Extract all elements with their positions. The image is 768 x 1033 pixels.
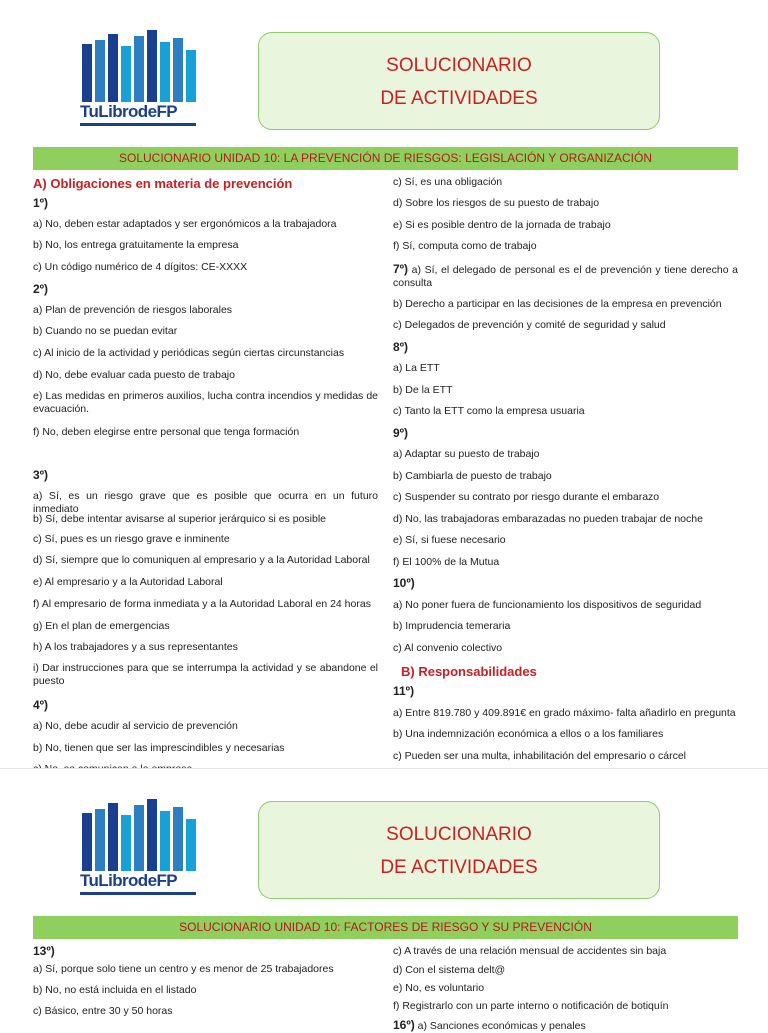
answer-1c: c) Un código numérico de 4 dígitos: CE-XXXX bbox=[33, 261, 248, 273]
logo-text: TuLibrodeFP bbox=[80, 871, 177, 890]
unit-title-bar: SOLUCIONARIO UNIDAD 10: LA PREVENCIÓN DE RIESGOS: LEGISLACIÓN Y ORGANIZACIÓN bbox=[33, 147, 738, 170]
answer-6d: d) Sobre los riesgos de su puesto de trabajo bbox=[393, 197, 600, 209]
answer-3h: h) A los trabajadores y a sus representantes bbox=[33, 641, 238, 653]
answer-3d: d) Sí, siempre que lo comuniquen al empresario y a la Autoridad Laboral bbox=[33, 554, 370, 566]
answer-9a: a) Adaptar su puesto de trabajo bbox=[393, 448, 540, 460]
tulibrodefp-logo bbox=[80, 799, 196, 895]
answer-f: f) Registrarlo con un parte interno o notificación de botiquín bbox=[393, 1000, 669, 1012]
answer-2e: e) Las medidas en primeros auxilios, lucha contra incendios y medidas de evacuación. bbox=[33, 390, 378, 415]
question-10: 10º) bbox=[393, 576, 415, 590]
answer-2f: f) No, deben elegirse entre personal que tenga formación bbox=[33, 426, 300, 438]
question-4: 4º) bbox=[33, 698, 49, 712]
answer-9c: c) Suspender su contrato por riesgo durante el embarazo bbox=[393, 491, 660, 503]
answer-2d: d) No, debe evaluar cada puesto de trabajo bbox=[33, 369, 235, 381]
title-box bbox=[258, 801, 660, 899]
answer-9f: f) El 100% de la Mutua bbox=[393, 556, 500, 568]
answer-9d: d) No, las trabajadoras embarazadas no pueden trabajar de noche bbox=[393, 513, 703, 525]
answer-1a: a) No, deben estar adaptados y ser ergonómicos a la trabajadora bbox=[33, 218, 337, 230]
answer-11c: c) Pueden ser una multa, inhabilitación del empresario o cárcel bbox=[393, 750, 686, 762]
answer-16a: 16º) a) Sanciones económicas y penales bbox=[393, 1018, 586, 1032]
title-line-1: SOLUCIONARIO bbox=[386, 55, 532, 76]
answer-c: c) A través de una relación mensual de accidentes sin baja bbox=[393, 945, 667, 957]
unit-title-bar: SOLUCIONARIO UNIDAD 10: FACTORES DE RIESGO Y SU PREVENCIÓN bbox=[33, 916, 738, 939]
answer-3e: e) Al empresario y a la Autoridad Laboral bbox=[33, 576, 223, 588]
question-13: 13º) bbox=[33, 944, 55, 958]
question-16: 16º) bbox=[393, 1018, 415, 1032]
answer-3g: g) En el plan de emergencias bbox=[33, 620, 170, 632]
answer-6f: f) Sí, computa como de trabajo bbox=[393, 240, 537, 252]
answer-3c: c) Sí, pues es un riesgo grave e inminente bbox=[33, 533, 230, 545]
answer-e: e) No, es voluntario bbox=[393, 982, 485, 994]
answer-11a: a) Entre 819.780 y 409.891€ en grado máximo- falta añadirlo en pregunta bbox=[393, 707, 736, 719]
answer-6e: e) Si es posible dentro de la jornada de trabajo bbox=[393, 219, 611, 231]
answer-d: d) Con el sistema delt@ bbox=[393, 964, 506, 976]
answer-4a: a) No, debe acudir al servicio de prevención bbox=[33, 720, 238, 732]
answer-3a: a) Sí, es un riesgo grave que es posible que ocurra en un futuro inmediato bbox=[33, 490, 378, 515]
question-1: 1º) bbox=[33, 196, 49, 210]
answer-10c: c) Al convenio colectivo bbox=[393, 642, 503, 654]
title-line-2: DE ACTIVIDADES bbox=[380, 88, 538, 109]
document-page-2 bbox=[0, 768, 768, 1032]
answer-10a: a) No poner fuera de funcionamiento los dispositivos de seguridad bbox=[393, 599, 702, 611]
answer-13b: b) No, no está incluida en el listado bbox=[33, 984, 197, 996]
title-line-2: DE ACTIVIDADES bbox=[380, 857, 538, 878]
answer-8c: c) Tanto la ETT como la empresa usuaria bbox=[393, 405, 585, 417]
answer-3i: i) Dar instrucciones para que se interrumpa la actividad y se abandone el puesto bbox=[33, 662, 378, 687]
answer-2b: b) Cuando no se puedan evitar bbox=[33, 325, 178, 337]
answer-2a: a) Plan de prevención de riesgos laborales bbox=[33, 304, 233, 316]
question-11: 11º) bbox=[393, 684, 415, 698]
answer-6c: c) Sí, es una obligación bbox=[393, 176, 503, 188]
answer-3b: b) Sí, debe intentar avisarse al superior jerárquico si es posible bbox=[33, 513, 326, 525]
question-2: 2º) bbox=[33, 282, 49, 296]
title-line-1: SOLUCIONARIO bbox=[386, 824, 532, 845]
section-a-heading: A) Obligaciones en materia de prevención bbox=[33, 176, 293, 191]
section-b-heading: B) Responsabilidades bbox=[401, 664, 537, 679]
answer-13c: c) Básico, entre 30 y 50 horas bbox=[33, 1005, 173, 1017]
answer-9e: e) Sí, si fuese necesario bbox=[393, 534, 506, 546]
question-8: 8º) bbox=[393, 340, 409, 354]
title-box bbox=[258, 32, 660, 130]
answer-4b: b) No, tienen que ser las imprescindibles y necesarias bbox=[33, 742, 285, 754]
answer-8a: a) La ETT bbox=[393, 362, 440, 374]
answer-7c: c) Delegados de prevención y comité de seguridad y salud bbox=[393, 319, 666, 331]
answer-13a: a) Sí, porque solo tiene un centro y es menor de 25 trabajadores bbox=[33, 963, 334, 975]
answer-9b: b) Cambiarla de puesto de trabajo bbox=[393, 470, 552, 482]
answer-10b: b) Imprudencia temeraria bbox=[393, 620, 511, 632]
answer-8b: b) De la ETT bbox=[393, 384, 453, 396]
answer-2c: c) Al inicio de la actividad y periódicas según ciertas circunstancias bbox=[33, 347, 345, 359]
answer-11b: b) Una indemnización económica a ellos o a los familiares bbox=[393, 728, 664, 740]
answer-3f: f) Al empresario de forma inmediata y a la Autoridad Laboral en 24 horas bbox=[33, 598, 371, 610]
question-3: 3º) bbox=[33, 468, 49, 482]
answer-7b: b) Derecho a participar en las decisiones de la empresa en prevención bbox=[393, 298, 722, 310]
tulibrodefp-logo bbox=[80, 30, 196, 126]
answer-7a: 7º) a) Sí, el delegado de personal es el de prevención y tiene derecho a consulta bbox=[393, 262, 738, 289]
logo-text: TuLibrodeFP bbox=[80, 102, 177, 121]
question-9: 9º) bbox=[393, 426, 409, 440]
answer-1b: b) No, los entrega gratuitamente la empresa bbox=[33, 239, 239, 251]
question-7: 7º) bbox=[393, 262, 409, 276]
